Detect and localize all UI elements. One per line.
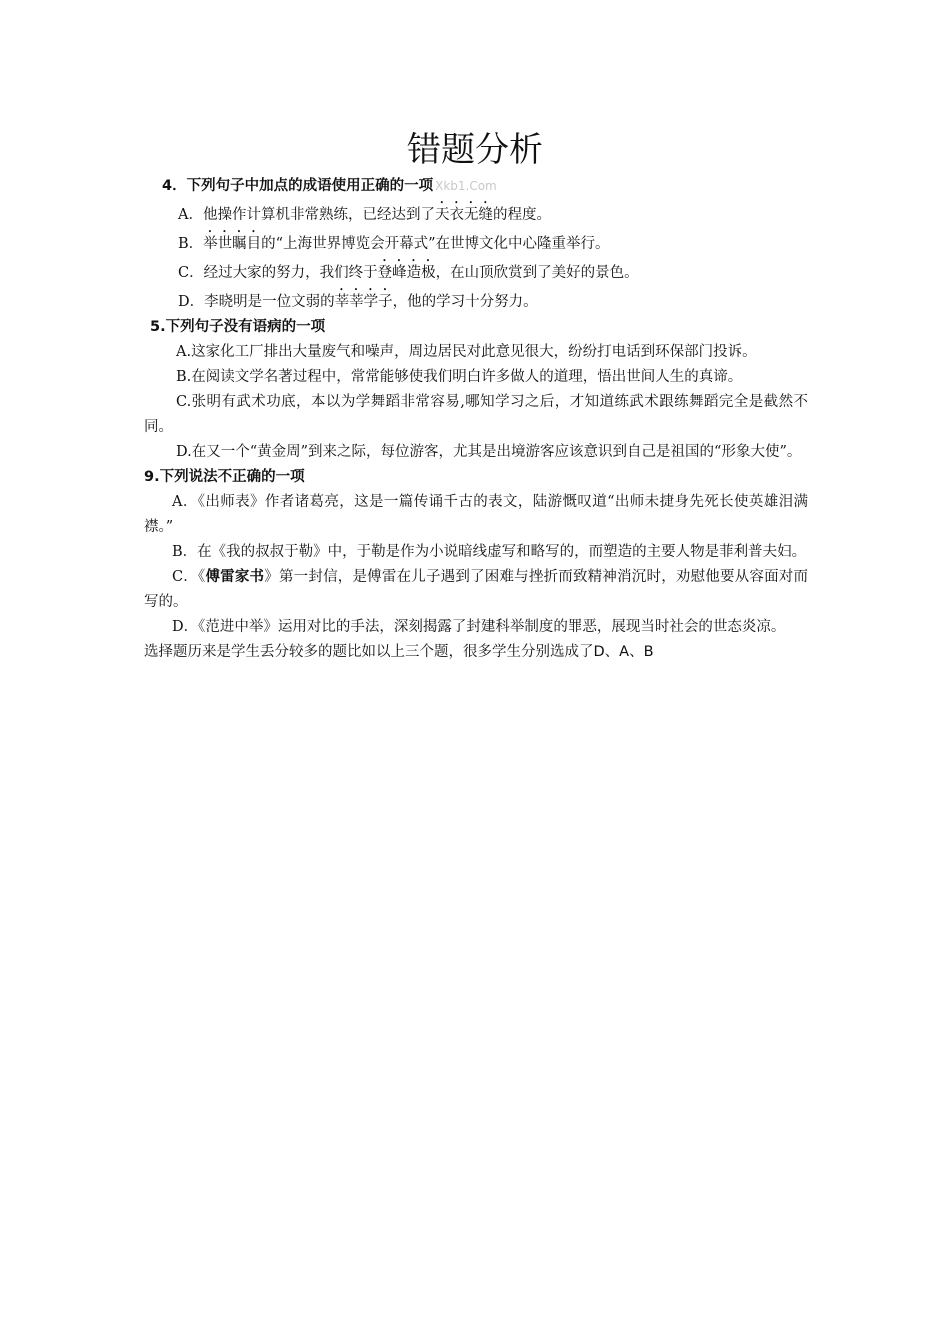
summary-answers: D、A、B xyxy=(593,644,654,660)
document-body xyxy=(144,174,808,665)
dotted-idiom: 莘莘学子 xyxy=(334,294,393,310)
question-5-stem: 5.下列句子没有语病的一项 xyxy=(150,319,326,335)
question-9-option-d: D．《范进中举》运用对比的手法，深刻揭露了封建科举制度的罪恶，展现当时社会的世态炎凉。 xyxy=(172,619,786,635)
question-5-option-c: C.张明有武术功底，本以为学舞蹈非常容易,哪知学习之后，才知道练武术跟练舞蹈完全是截然不同。 xyxy=(144,394,808,435)
dotted-idiom: 天衣无缝 xyxy=(434,207,493,223)
question-4-stem xyxy=(144,174,808,199)
dotted-idiom: 举世瞩目 xyxy=(203,236,262,252)
question-5-option-d: D.在又一个“黄金周”到来之际，每位游客，尤其是出境游客应该意识到自己是祖国的“形象大使”。 xyxy=(176,444,802,460)
watermark-text: Xkb1.Com xyxy=(435,179,497,193)
book-title-bold: 傅雷家书 xyxy=(205,569,265,585)
question-5-option-b: B.在阅读文学名著过程中，常常能够使我们明白许多做人的道理，悟出世间人生的真谛。 xyxy=(176,369,743,385)
dotted-idiom: 登峰造极 xyxy=(377,265,436,281)
question-4-option-b: B．举世瞩目的“上海世界博览会开幕式”在世博文化中心隆重举行。 xyxy=(178,236,610,252)
question-9-option-a: A．《出师表》作者诸葛亮，这是一篇传诵千古的表文，陆游慨叹道“出师未捷身先死长使英雄泪满襟。” xyxy=(144,494,808,535)
page-title: 错题分析 xyxy=(407,130,543,170)
question-4-text: 4．下列句子中加点的成语使用正确的一项 xyxy=(162,178,434,194)
question-5-option-a: A.这家化工厂排出大量废气和噪声，周边居民对此意见很大，纷纷打电话到环保部门投诉。 xyxy=(176,344,757,360)
question-4-option-a: A．他操作计算机非常熟练，已经达到了天衣无缝的程度。 xyxy=(178,207,551,223)
summary-paragraph xyxy=(144,640,808,665)
question-9-stem: 9.下列说法不正确的一项 xyxy=(144,469,305,485)
question-4-option-c: C．经过大家的努力，我们终于登峰造极，在山顶欣赏到了美好的景色。 xyxy=(178,265,639,281)
summary-text: 选择题历来是学生丢分较多的题比如以上三个题，很多学生分别选成了 xyxy=(144,644,594,660)
question-9-option-b: B．在《我的叔叔于勒》中，于勒是作为小说暗线虚写和略写的，而塑造的主要人物是菲利普夫妇。 xyxy=(172,544,807,560)
question-9-option-c: C．《傅雷家书》第一封信，是傅雷在儿子遇到了困难与挫折而致精神消沉时，劝慰他要从容面对而写的。 xyxy=(144,569,808,610)
question-4-option-d: D．李晓明是一位文弱的莘莘学子，他的学习十分努力。 xyxy=(178,294,538,310)
